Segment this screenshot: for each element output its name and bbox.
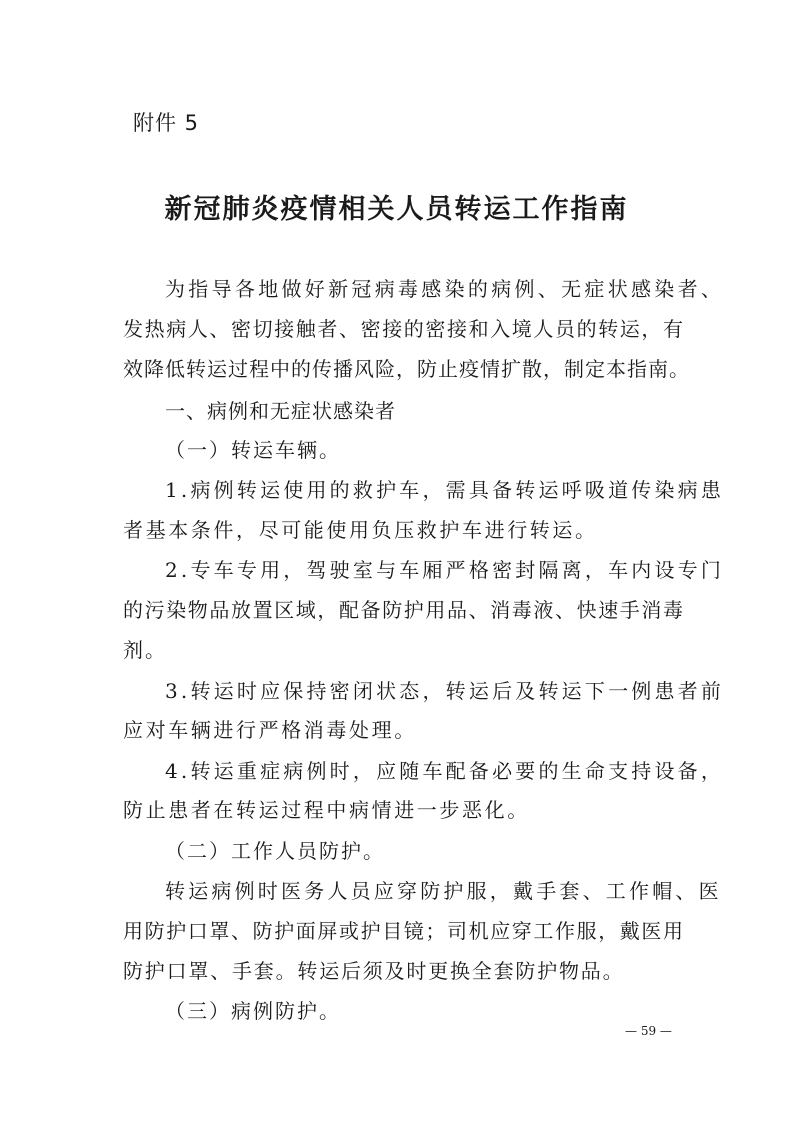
subsection-heading: （一）转运车辆。 [165, 438, 341, 462]
body-line: 转运病例时医务人员应穿防护服，戴手套、工作帽、医 [165, 879, 722, 903]
body-line: 2.专车专用，驾驶室与车厢严格密封隔离，车内设专门 [165, 558, 725, 582]
body-line: 发热病人、密切接触者、密接的密接和入境人员的转运，有 [123, 317, 685, 341]
body-line: 的污染物品放置区域，配备防护用品、消毒液、快速手消毒 [123, 598, 685, 622]
body-line: 为指导各地做好新冠病毒感染的病例、无症状感染者、 [165, 277, 725, 301]
body-line: 效降低转运过程中的传播风险，防止疫情扩散，制定本指南。 [123, 357, 690, 381]
body-line: 用防护口罩、防护面屏或护目镜；司机应穿工作服，戴医用 [123, 919, 685, 943]
subsection-heading: （三）病例防护。 [165, 999, 341, 1023]
attachment-label: 附件 5 [133, 111, 200, 135]
body-line: 1.病例转运使用的救护车，需具备转运呼吸道传染病患 [165, 478, 725, 502]
page-number: — 59 — [625, 1024, 672, 1038]
document-title: 新冠肺炎疫情相关人员转运工作指南 [164, 194, 629, 225]
body-line: 应对车辆进行严格消毒处理。 [123, 718, 417, 742]
body-line: 防止患者在转运过程中病情进一步恶化。 [123, 798, 530, 822]
body-line: 者基本条件，尽可能使用负压救护车进行转运。 [123, 518, 598, 542]
section-heading: 一、病例和无症状感染者 [165, 399, 396, 423]
body-line: 防护口罩、手套。转运后须及时更换全套防护物品。 [123, 959, 625, 983]
subsection-heading: （二）工作人员防护。 [165, 839, 385, 863]
body-line: 3.转运时应保持密闭状态，转运后及转运下一例患者前 [165, 679, 725, 703]
body-line: 4.转运重症病例时，应随车配备必要的生命支持设备， [165, 759, 725, 783]
body-line: 剂。 [123, 638, 167, 662]
